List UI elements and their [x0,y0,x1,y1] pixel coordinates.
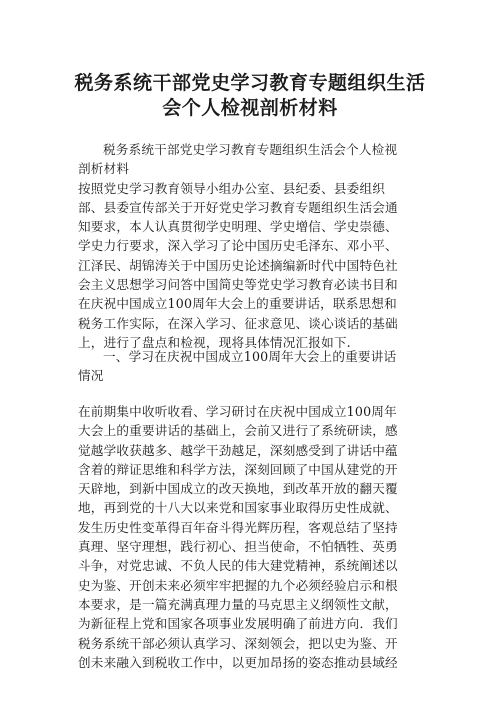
text-line: 税务系统干部必须认真学习、深刻领会，把以史为鉴、开 [78,635,398,651]
text-line: 剖析材料 [78,161,130,177]
text-line: 部、县委宣传部关于开好党史学习教育专题组织生活会通 [78,199,398,215]
text-line: 情况 [78,368,104,384]
text-line: 学史力行要求，深入学习了论中国历史毛泽东、邓小平、 [78,238,398,254]
text-line: 本要求，是一篇充满真理力量的马克思主义纲领性文献， [78,596,398,612]
text-line: 含着的辩证思维和科学方法，深刻回顾了中国从建党的开 [78,461,398,477]
text-line: 会主义思想学习问答中国简史等党史学习教育必读书目和 [78,277,398,293]
section-1-heading [78,347,423,386]
document-title-line-1: 税务系统干部党史学习教育专题组织生活 [74,72,426,94]
text-line: 地，再到党的十八大以来党和国家事业取得历史性成就、 [78,500,398,516]
text-line: 在前期集中收听收看、学习研讨在庆祝中国成立100周年 [78,404,397,419]
text-line: 天辟地，到新中国成立的改天换地，到改革开放的翻天覆 [78,481,398,497]
text-line: 知要求，本人认真贯彻学史明理、学史增信、学史崇德、 [78,219,398,235]
text-line: 觉越学收获越多、越学干劲越足，深刻感受到了讲话中蕴 [78,442,398,458]
text-line: 大会上的重要讲话的基础上，会前又进行了系统研读，感 [78,423,398,439]
text-line: 为新征程上党和国家各项事业发展明确了前进方向．我们 [78,616,398,632]
section-1-paragraph [78,402,423,672]
text-line: 按照党史学习教育领导小组办公室、县纪委、县委组织 [78,180,386,196]
text-line: 税务工作实际，在深入学习、征求意见、谈心谈话的基础 [78,315,398,331]
text-line: 上，进行了盘点和检视，现将具体情况汇报如下. [78,334,351,350]
document-title-line-2: 会个人检视剖析材料 [162,97,338,119]
text-line: 江泽民、胡锦涛关于中国历史论述摘编新时代中国特色社 [78,257,398,273]
text-line: 斗争，对党忠诚、不负人民的伟大建党精神，系统阐述以 [78,558,398,574]
text-line: 发生历史性变革得百年奋斗得光辉历程，客观总结了坚持 [78,519,398,535]
text-line: 一、学习在庆祝中国成立100周年大会上的重要讲话 [103,349,397,364]
text-line: 在庆祝中国成立100周年大会上的重要讲话，联系思想和 [78,296,397,312]
text-line: 税务系统干部党史学习教育专题组织生活会个人检视 [103,142,398,157]
text-line: 真理、坚守理想，践行初心、担当使命，不怕牺牲、英勇 [78,539,398,555]
intro-paragraph [78,140,423,352]
text-line: 创未来融入到税收工作中，以更加昂扬的姿态推动县域经 [78,654,398,670]
text-line: 史为鉴、开创未来必须牢牢把握的九个必须经验启示和根 [78,577,398,593]
